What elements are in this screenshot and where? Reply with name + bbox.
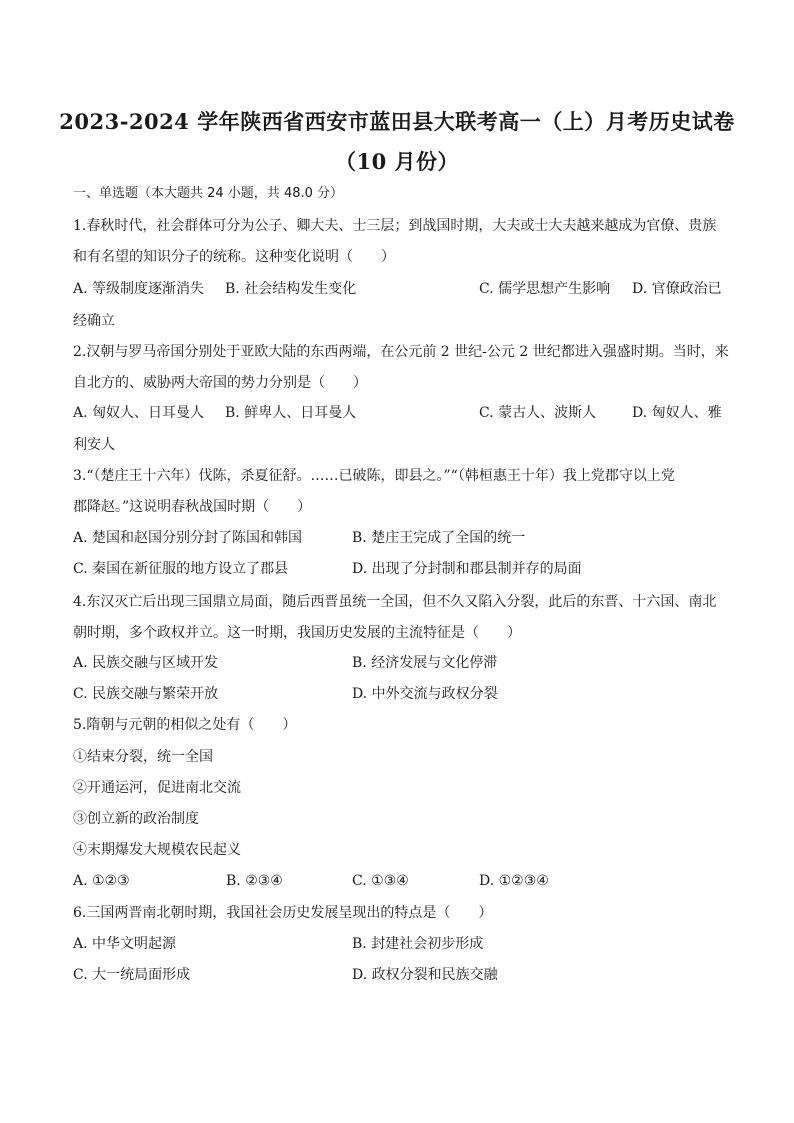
question-text-line: 和有名望的知识分子的统称。这种变化说明（ ）: [73, 249, 395, 265]
option-a: A. 楚国和赵国分别分封了陈国和韩国: [73, 530, 303, 546]
option-c: C. 大一统局面形成: [73, 967, 191, 983]
statement-3: ③创立新的政治制度: [73, 811, 199, 827]
option-b: B. 经济发展与文化停滞: [352, 655, 498, 671]
exam-subtitle: （10 月份）: [334, 149, 460, 174]
question-text-line: 朝时期，多个政权并立。这一时期，我国历史发展的主流特征是（ ）: [73, 625, 521, 641]
option-d: D. 政权分裂和民族交融: [352, 967, 498, 983]
question-text-line: 4.东汉灭亡后出现三国鼎立局面，随后西晋虽统一全国，但不久又陷入分裂，此后的东晋、十六国、南北: [73, 594, 717, 610]
question-text-line: 自北方的、威胁两大帝国的势力分别是（ ）: [73, 375, 367, 391]
question-text-line: 6.三国两晋南北朝时期，我国社会历史发展呈现出的特点是（ ）: [73, 905, 493, 921]
option-b: B. 封建社会初步形成: [352, 936, 484, 952]
option-c: C. 蒙古人、波斯人: [479, 405, 597, 421]
statement-1: ①结束分裂，统一全国: [73, 749, 213, 765]
question-text-line: 郡降赵。”这说明春秋战国时期（ ）: [73, 499, 312, 515]
option-c: C. 民族交融与繁荣开放: [73, 686, 219, 702]
statement-4: ④末期爆发大规模农民起义: [73, 842, 241, 858]
option-d: D. 匈奴人、雅: [632, 405, 722, 421]
option-b: B. ②③④: [226, 873, 283, 889]
question-text-line: 3.“（楚庄王十六年）伐陈，杀夏征舒。……已破陈，即县之。”“（韩桓惠王十年）我上党郡守以上党: [73, 468, 675, 484]
option-d: D. 官僚政治已: [632, 281, 722, 297]
option-continuation: 经确立: [73, 313, 115, 329]
question-text-line: 2.汉朝与罗马帝国分别处于亚欧大陆的东西两端，在公元前 2 世纪-公元 2 世纪都进入强盛时期。当时，来: [73, 344, 729, 360]
option-c: C. ①③④: [352, 873, 409, 889]
option-b: B. 鲜卑人、日耳曼人: [225, 405, 357, 421]
question-text-line: 5.隋朝与元朝的相似之处有（ ）: [73, 717, 297, 733]
section-heading: 一、单选题（本大题共 24 小题，共 48.0 分）: [73, 186, 344, 201]
option-d: D. 中外交流与政权分裂: [352, 686, 498, 702]
option-a: A. 匈奴人、日耳曼人: [73, 405, 205, 421]
option-a: A. 等级制度逐渐消失: [73, 281, 205, 297]
option-c: C. 儒学思想产生影响: [479, 281, 611, 297]
option-a: A. ①②③: [73, 873, 130, 889]
question-text-line: 1.春秋时代，社会群体可分为公子、卿大夫、士三层；到战国时期，大夫或士大夫越来越成为官僚、贵族: [73, 218, 717, 234]
exam-title: 2023-2024 学年陕西省西安市蓝田县大联考高一（上）月考历史试卷: [59, 109, 735, 134]
option-continuation: 利安人: [73, 437, 115, 453]
option-a: A. 中华文明起源: [73, 936, 177, 952]
option-b: B. 楚庄王完成了全国的统一: [352, 530, 526, 546]
option-c: C. 秦国在新征服的地方设立了郡县: [73, 561, 289, 577]
option-a: A. 民族交融与区域开发: [73, 655, 219, 671]
option-b: B. 社会结构发生变化: [225, 281, 357, 297]
statement-2: ②开通运河，促进南北交流: [73, 780, 241, 796]
option-d: D. ①②③④: [479, 873, 549, 889]
option-d: D. 出现了分封制和郡县制并存的局面: [352, 561, 582, 577]
